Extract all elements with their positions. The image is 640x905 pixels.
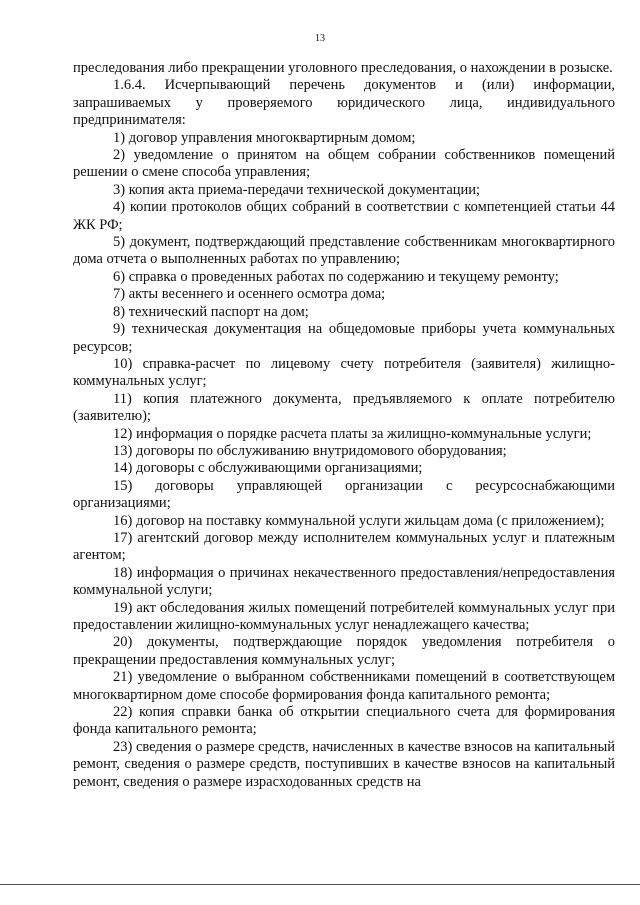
list-item: 20) документы, подтверждающие порядок уведомления потребителя о прекращении предоставления коммунальных услуг; <box>73 634 615 668</box>
page-number: 13 <box>315 33 325 44</box>
list-item: 1) договор управления многоквартирным домом; <box>113 129 416 146</box>
list-item: 2) уведомление о принятом на общем собрании собственников помещений решении о смене способа управления; <box>73 147 615 181</box>
paragraph-section-heading: 1.6.4. Исчерпывающий перечень документов и (или) информации, запрашиваемых у проверяемого юридического лица, индивидуального предпринимателя: <box>73 77 615 129</box>
list-item: 10) справка-расчет по лицевому счету потребителя (заявителя) жилищно-коммунальных услуг; <box>73 355 615 390</box>
list-item: 11) копия платежного документа, предъявляемого к оплате потребителю (заявителю); <box>73 390 615 425</box>
list-item: 15) договоры управляющей организации с ресурсоснабжающими организациями; <box>73 477 615 512</box>
list-item: 8) технический паспорт на дом; <box>113 303 309 320</box>
list-item: 9) техническая документация на общедомовые приборы учета коммунальных ресурсов; <box>73 321 615 355</box>
paragraph-continuation: преследования либо прекращении уголовного преследования, о нахождении в розыске. <box>73 60 613 76</box>
list-item: 7) акты весеннего и осеннего осмотра дома; <box>113 286 386 303</box>
page-bottom-divider <box>0 884 640 885</box>
list-item: 4) копии протоколов общих собраний в соответствии с компетенцией статьи 44 ЖК РФ; <box>73 199 615 233</box>
list-item: 23) сведения о размере средств, начисленных в качестве взносов на капитальный ремонт, сведения о размере средств, поступивших в качестве взносов на капитальный ремонт, сведения о размере израсходованных средств на <box>73 738 615 790</box>
document-body <box>73 60 615 791</box>
list-item: 19) акт обследования жилых помещений потребителей коммунальных услуг при предоставлении жилищно-коммунальных услуг ненадлежащего качества; <box>73 599 615 633</box>
list-item: 22) копия справки банка об открытии специального счета для формирования фонда капитального ремонта; <box>73 704 615 738</box>
list-item: 12) информация о порядке расчета платы за жилищно-коммунальные услуги; <box>113 425 592 442</box>
list-item: 6) справка о проведенных работах по содержанию и текущему ремонту; <box>113 268 559 285</box>
list-item: 17) агентский договор между исполнителем коммунальных услуг и платежным агентом; <box>73 529 615 564</box>
list-item: 21) уведомление о выбранном собственниками помещений в соответствующем многоквартирном доме способе формирования фонда капитального ремонта; <box>73 669 615 703</box>
list-item: 14) договоры с обслуживающими организациями; <box>113 460 423 477</box>
list-item: 5) документ, подтверждающий представление собственникам многоквартирного дома отчета о выполненных работах по управлению; <box>73 234 615 268</box>
list-item: 16) договор на поставку коммунальной услуги жильцам дома (с приложением); <box>113 512 605 529</box>
list-item: 13) договоры по обслуживанию внутридомового оборудования; <box>113 442 507 459</box>
list-item: 3) копия акта приема-передачи технической документации; <box>113 181 481 198</box>
list-item: 18) информация о причинах некачественного предоставления/непредоставления коммунальной услуги; <box>73 564 615 599</box>
